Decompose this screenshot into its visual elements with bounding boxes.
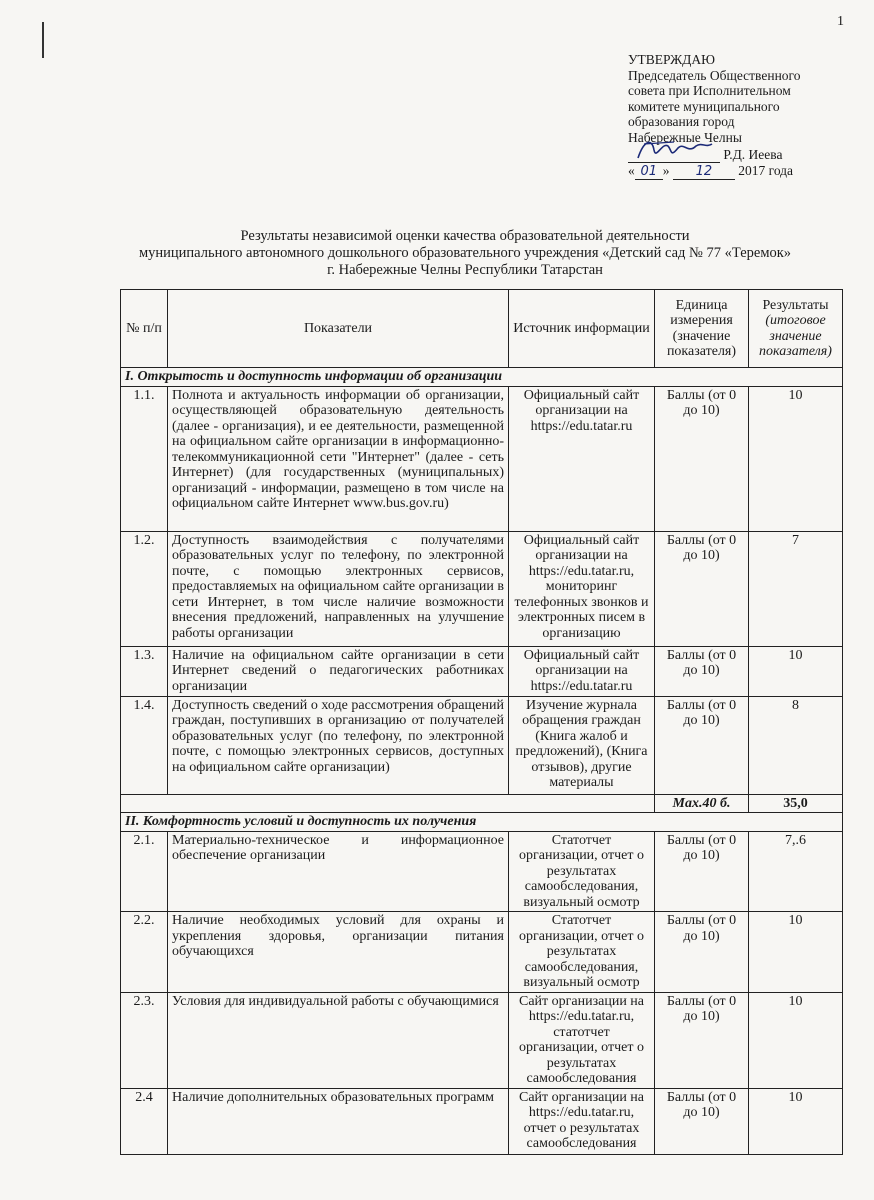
row-source: Статотчет организации, отчет о результатах самообследования, визуальный осмотр [509,831,655,912]
row-result: 8 [749,696,843,794]
total-spacer [121,794,655,813]
row-num: 2.1. [121,831,168,912]
date-day: 01 [635,164,663,181]
table-row [121,831,843,912]
row-source: Сайт организации на https://edu.tatar.ru, отчет о результатах самообследования [509,1088,655,1154]
margin-mark [42,22,44,58]
row-unit: Баллы (от 0 до 10) [655,646,749,696]
row-unit: Баллы (от 0 до 10) [655,531,749,646]
approval-date: « 01 » 12 2017 года [628,162,794,179]
row-indicator: Материально-техническое и информационное обеспечение организации [168,831,509,912]
row-num: 1.4. [121,696,168,794]
header-result-note: (итоговое значение показателя) [759,313,832,359]
row-result: 10 [749,386,843,531]
table-row [121,912,843,993]
row-result: 10 [749,992,843,1088]
table-row [121,531,843,646]
header-row [121,290,843,368]
row-source: Статотчет организации, отчет о результатах самообследования, визуальный осмотр [509,912,655,993]
row-source: Сайт организации на https://edu.tatar.ru, статотчет организации, отчет о результатах самообследования [509,992,655,1088]
row-result: 10 [749,1088,843,1154]
row-source: Изучение журнала обращения граждан (Книга жалоб и предложений), (Книга отзывов), другие материалы [509,696,655,794]
results-table [120,289,843,1155]
row-source: Официальный сайт организации на https://edu.tatar.ru [509,386,655,531]
section-title: I. Открытость и доступность информации об организации [121,368,843,387]
row-source: Официальный сайт организации на https://edu.tatar.ru, мониторинг телефонных звонков и электронных писем в организацию [509,531,655,646]
row-unit: Баллы (от 0 до 10) [655,386,749,531]
row-indicator: Доступность взаимодействия с получателями образовательных услуг по телефону, по электронной почте, с помощью электронных сервисов, предоставляемых на официальном сайте организации в сети Интернет, в том числе наличие возможности внесения предложений, направленных на улучшение работы организации [168,531,509,646]
row-num: 2.3. [121,992,168,1088]
section-row [121,368,843,387]
row-unit: Баллы (от 0 до 10) [655,831,749,912]
row-num: 1.3. [121,646,168,696]
section-title: II. Комфортность условий и доступность их получения [121,813,843,832]
table-row [121,696,843,794]
row-indicator: Полнота и актуальность информации об организации, осуществляющей образовательную деятельность (далее - организация), и ее деятельности, размещенной на официальном сайте организации в информационно-телекоммуникационной сети "Интернет" (далее - сеть Интернет) (для государственных (муниципальных) организаций - информации, размещено в том числе на официальном сайте Интернет www.bus.gov.ru) [168,386,509,531]
signature-line [628,147,848,163]
row-indicator: Доступность сведений о ходе рассмотрения обращений граждан, поступивших в организацию от получателей образовательных услуг (по телефону, по электронной почте, с помощью электронных сервисов, доступных на официальном сайте организации) [168,696,509,794]
approval-position-line: Набережные Челны [628,129,742,145]
header-result [749,290,843,368]
header-indicator: Показатели [168,290,509,368]
row-indicator: Условия для индивидуальной работы с обучающимися [168,992,509,1088]
approval-position-line: образования город [628,114,735,129]
row-unit: Баллы (от 0 до 10) [655,696,749,794]
header-unit: Единица измерения (значение показателя) [655,290,749,368]
row-unit: Баллы (от 0 до 10) [655,1088,749,1154]
section-row [121,813,843,832]
document-title [120,228,810,279]
approval-heading: УТВЕРЖДАЮ [628,52,716,67]
row-unit: Баллы (от 0 до 10) [655,992,749,1088]
row-result: 7 [749,531,843,646]
row-indicator: Наличие на официальном сайте организации в сети Интернет сведений о педагогических работниках организации [168,646,509,696]
table-row [121,992,843,1088]
table-row [121,386,843,531]
row-result: 10 [749,646,843,696]
header-num: № п/п [121,290,168,368]
row-source: Официальный сайт организации на https://edu.tatar.ru [509,646,655,696]
signer-name: Р.Д. Иеева [723,147,783,162]
approval-position-line: Председатель Общественного [628,67,801,83]
date-year: 2017 года [738,162,794,178]
row-num: 2.4 [121,1088,168,1154]
section-total-row [121,794,843,813]
date-month: 12 [673,164,735,181]
table-row [121,646,843,696]
title-line: Результаты независимой оценки качества образовательной деятельности [240,228,690,244]
row-num: 1.2. [121,531,168,646]
row-indicator: Наличие необходимых условий для охраны и укрепления здоровья, организации питания обучающихся [168,912,509,993]
table-row [121,1088,843,1154]
row-num: 2.2. [121,912,168,993]
header-result-label: Результаты [762,297,829,313]
row-unit: Баллы (от 0 до 10) [655,912,749,993]
row-result: 7,.6 [749,831,843,912]
approval-block [628,52,848,180]
total-label: Max.40 б. [655,794,749,813]
title-line: муниципального автономного дошкольного образовательного учреждения «Детский сад № 77 «Теремок» [138,245,792,261]
title-line: г. Набережные Челны Республики Татарстан [327,262,603,278]
row-indicator: Наличие дополнительных образовательных программ [168,1088,509,1154]
page-number: 1 [837,14,844,29]
row-num: 1.1. [121,386,168,531]
approval-position-line: совета при Исполнительном [628,83,791,98]
approval-position-line: комитете муниципального [628,98,780,114]
handwritten-signature [634,136,714,164]
total-value: 35,0 [749,794,843,813]
row-result: 10 [749,912,843,993]
header-source: Источник информации [509,290,655,368]
